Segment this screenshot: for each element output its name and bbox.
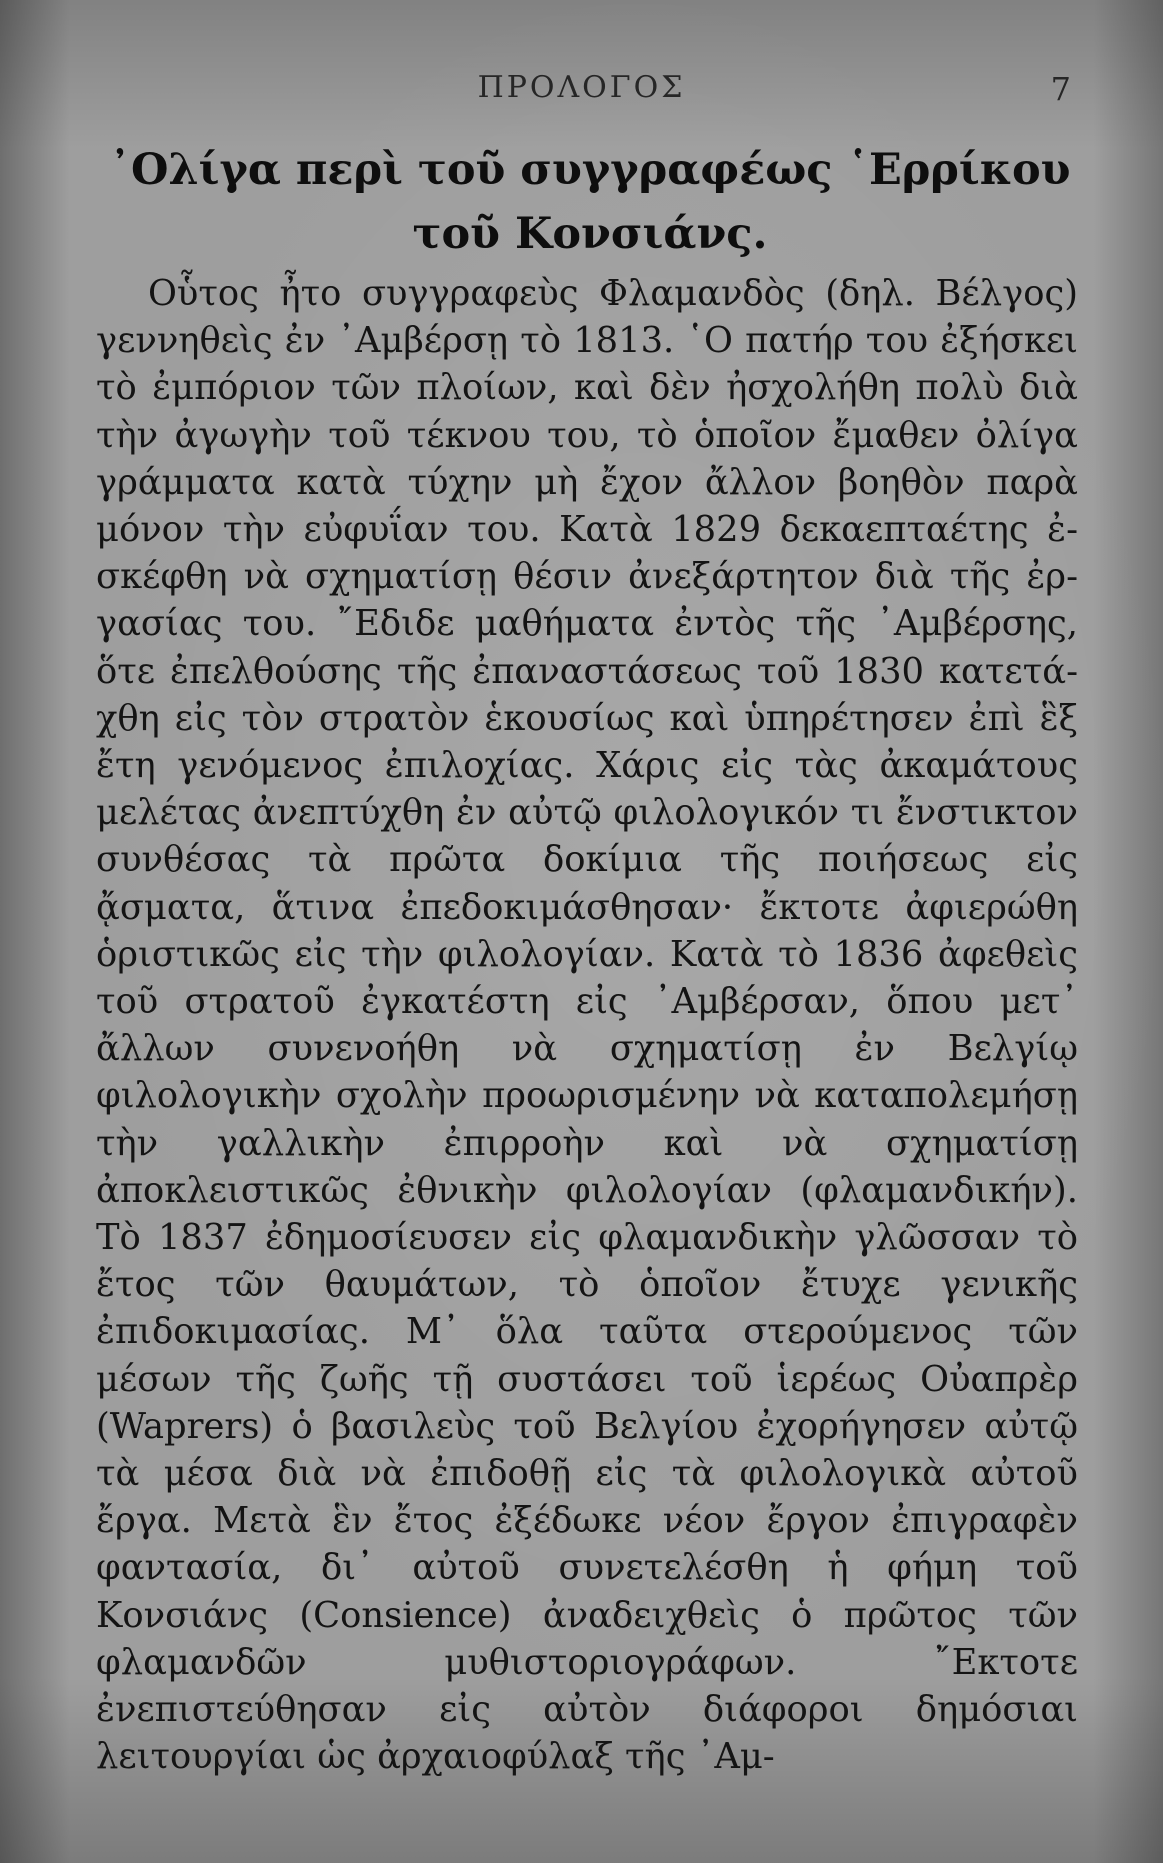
section-heading-line-1: ᾿Ολίγα περὶ τοῦ συγγραφέως ῾Ερρίκου xyxy=(109,145,1071,195)
section-heading xyxy=(100,138,1080,266)
page-number: 7 xyxy=(1050,70,1071,108)
section-heading-line-2: τοῦ Κονσιάνς. xyxy=(412,209,768,259)
body-paragraph: Οὗτος ἦτο συγγραφεὺς Φλαμανδὸς (δηλ. Βέλγος) γεννηθεὶς ἐν ᾿Αμβέρσῃ τὸ 1813. ῾Ο πατήρ του ἐξήσκει τὸ ἐμπόριον τῶν πλοίων, καὶ δὲν ἠσχολήθη πολὺ διὰ τὴν ἀγωγὴν τοῦ τέκνου του, τὸ ὁποῖον ἔμαθεν ὀλίγα γράμματα κατὰ τύχην μὴ ἔχον ἄλλον βοηθὸν παρὰ μόνον τὴν εὐφυΐαν του. Κατὰ 1829 δεκαεπταέτης ἐσκέφθη νὰ σχηματίσῃ θέσιν ἀνεξάρτητον διὰ τῆς ἐργασίας του. ῎Εδιδε μαθήματα ἐντὸς τῆς ᾿Αμβέρσης, ὅτε ἐπελθούσης τῆς ἐπαναστάσεως τοῦ 1830 κατετάχθη εἰς τὸν στρατὸν ἑκουσίως καὶ ὑπηρέτησεν ἐπὶ ἓξ ἔτη γενόμενος ἐπιλοχίας. Χάρις εἰς τὰς ἀκαμάτους μελέτας ἀνεπτύχθη ἐν αὐτῷ φιλολογικόν τι ἔνστικτον συνθέσας τὰ πρῶτα δοκίμια τῆς ποιήσεως εἰς ᾄσματα, ἅτινα ἐπεδοκιμάσθησαν· ἔκτοτε ἀφιερώθη ὁριστικῶς εἰς τὴν φιλολογίαν. Κατὰ τὸ 1836 ἀφεθεὶς τοῦ στρατοῦ ἐγκατέστη εἰς ᾿Αμβέρσαν, ὅπου μετ᾿ ἄλλων συνενοήθη νὰ σχηματίσῃ ἐν Βελγίῳ φιλολογικὴν σχολὴν προωρισμένην νὰ καταπολεμήσῃ τὴν γαλλικὴν ἐπιρροὴν καὶ νὰ σχηματίσῃ ἀποκλειστικῶς ἐθνικὴν φιλολογίαν (φλαμανδικήν). Τὸ 1837 ἐδημοσίευσεν εἰς φλαμανδικὴν γλῶσσαν τὸ ἔτος τῶν θαυμάτων, τὸ ὁποῖον ἔτυχε γενικῆς ἐπιδοκιμασίας. Μ᾿ ὅλα ταῦτα στερούμενος τῶν μέσων τῆς ζωῆς τῇ συστάσει τοῦ ἱερέως Οὐαπρὲρ (Waprers) ὁ βασιλεὺς τοῦ Βελγίου ἐχορήγησεν αὐτῷ τὰ μέσα διὰ νὰ ἐπιδοθῇ εἰς τὰ φιλολογικὰ αὐτοῦ ἔργα. Μετὰ ἓν ἔτος ἐξέδωκε νέον ἔργον ἐπιγραφὲν φαντασία, δι᾿ αὐτοῦ συνετελέσθη ἡ φήμη τοῦ Κονσιάνς (Consience) ἀναδειχθεὶς ὁ πρῶτος τῶν φλαμανδῶν μυθιστοριογράφων. ῎Εκτοτε ἐνεπιστεύθησαν εἰς αὐτὸν διάφοροι δημόσιαι λειτουργίαι ὡς ἀρχαιοφύλαξ τῆς ᾿Αμ- xyxy=(96,273,1078,1778)
running-header xyxy=(0,70,1163,110)
running-title: ΠΡΟΛΟΓΟΣ xyxy=(477,70,686,105)
